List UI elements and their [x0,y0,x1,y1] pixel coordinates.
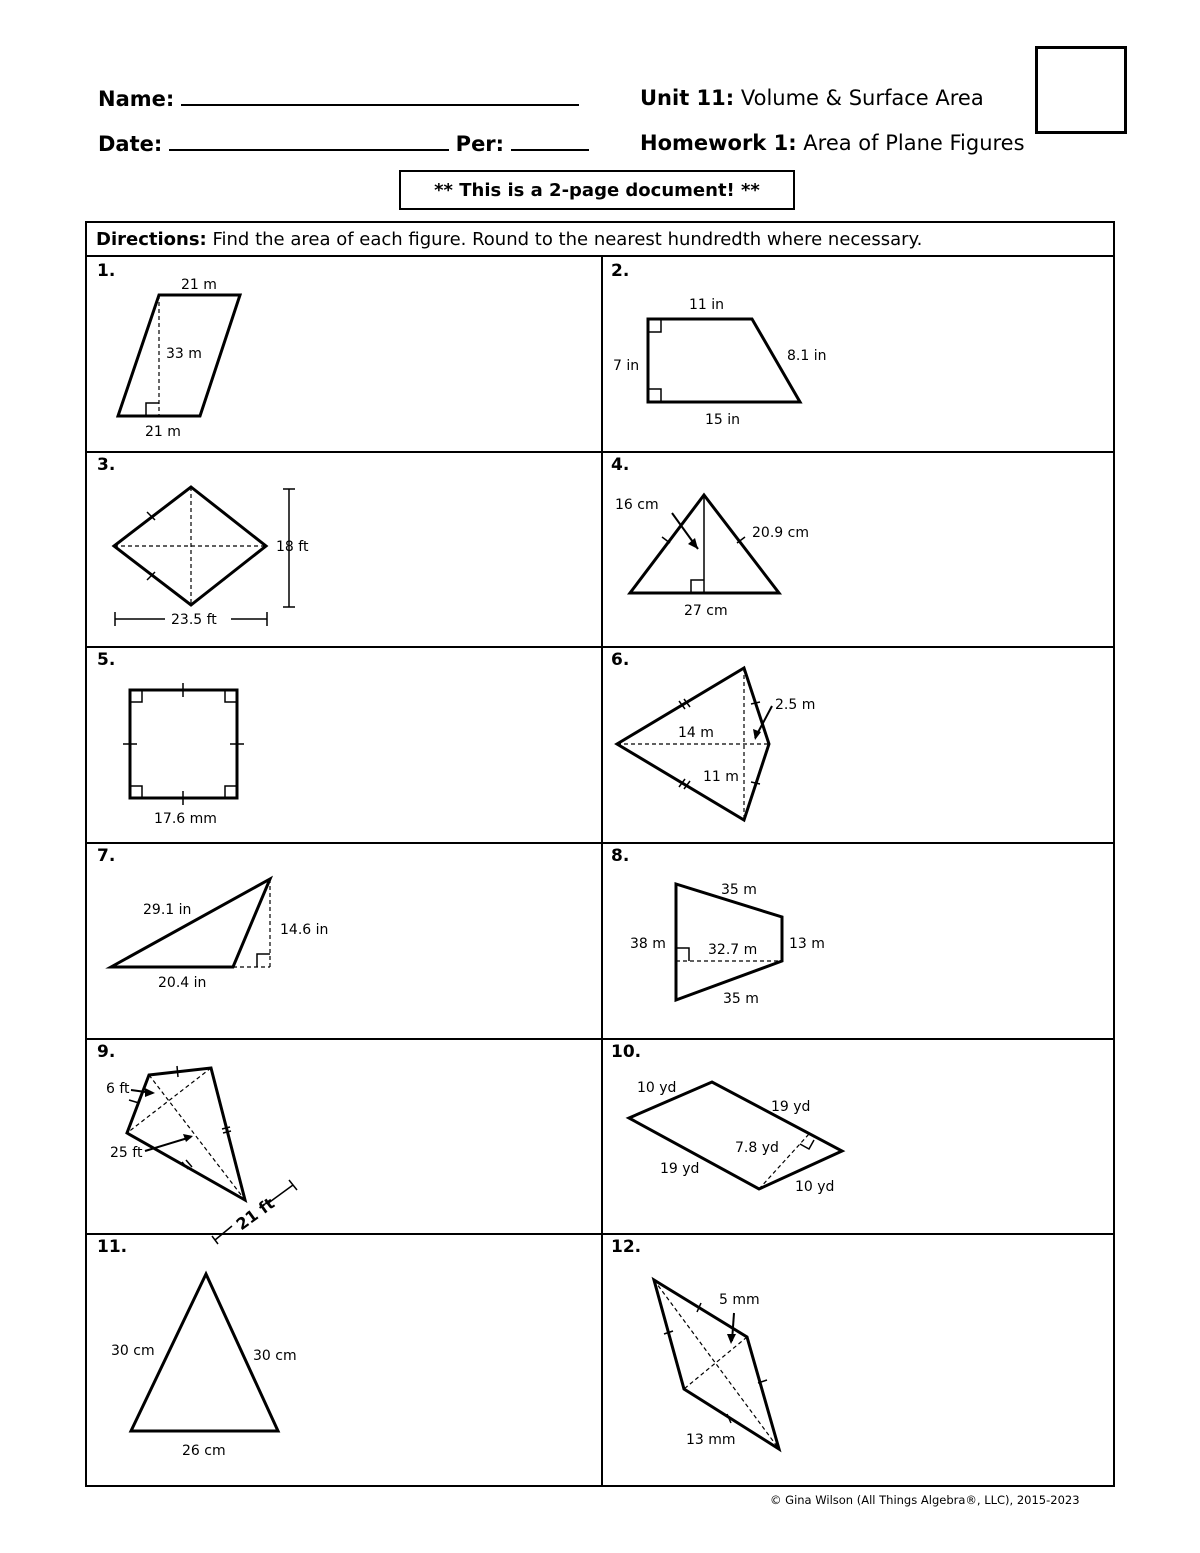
dimension-label: 7.8 yd [735,1140,779,1156]
period-field[interactable] [511,131,589,151]
problem-number: 12. [611,1237,642,1257]
per-label: Per: [455,132,505,156]
tilted-rhombus-figure [601,1233,1115,1487]
dimension-label: 27 cm [684,603,728,619]
grade-box[interactable] [1035,46,1127,134]
dimension-label: 19 yd [771,1099,811,1115]
dimension-label: 10 yd [795,1179,835,1195]
rhombus-figure [87,451,601,646]
problem-3 [87,451,601,646]
problem-9 [87,1038,601,1233]
triangle-figure [601,451,1115,646]
tilted-kite-figure [87,1038,601,1233]
problem-number: 7. [97,846,116,866]
parallelogram-figure [87,257,601,451]
date-field[interactable] [169,131,449,151]
dimension-label: 15 in [705,412,741,428]
name-field[interactable] [181,86,579,106]
problem-number: 6. [611,650,630,670]
dimension-label: 26 cm [182,1443,226,1459]
dimension-label: 30 cm [111,1343,155,1359]
date-row [98,131,589,156]
trapezoid-figure [601,257,1115,451]
homework-row [640,131,1025,155]
problem-number: 1. [97,261,116,281]
problem-8 [601,842,1115,1038]
homework-title: Area of Plane Figures [803,131,1025,155]
dimension-label: 25 ft [110,1145,143,1161]
dimension-label: 5 mm [719,1292,760,1308]
dimension-label: 2.5 m [775,697,816,713]
dimension-label: 33 m [166,346,202,362]
copyright: © Gina Wilson (All Things Algebra®, LLC), 2015-2023 [770,1493,1080,1507]
tilted-parallelogram-figure [601,1038,1115,1233]
dimension-label: 29.1 in [143,902,192,918]
dimension-label: 32.7 m [708,942,758,958]
dimension-label: 11 m [703,769,739,785]
dimension-label: 11 in [689,297,725,313]
problem-number: 5. [97,650,116,670]
two-page-notice: ** This is a 2-page document! ** [399,170,795,210]
problem-number: 11. [97,1237,128,1257]
square-figure [87,646,601,842]
problem-number: 3. [97,455,116,475]
unit-label: Unit 11: [640,86,735,110]
unit-row [640,86,984,110]
dimension-label: 35 m [721,882,757,898]
dimension-label: 35 m [723,991,759,1007]
kite-figure [601,646,1115,842]
homework-label: Homework 1: [640,131,797,155]
dimension-label: 7 in [613,358,640,374]
problem-6 [601,646,1115,842]
dimension-label: 14 m [678,725,714,741]
dimension-label: 20.9 cm [752,525,809,541]
directions [87,223,1113,257]
directions-text: Find the area of each figure. Round to the nearest hundredth where necessary. [212,229,923,250]
problem-number: 10. [611,1042,642,1062]
dimension-label: 19 yd [660,1161,700,1177]
dimension-label: 8.1 in [787,348,827,364]
unit-title: Volume & Surface Area [740,86,984,110]
dimension-label: 38 m [630,936,666,952]
name-label: Name: [98,87,175,111]
dimension-label: 23.5 ft [171,612,217,628]
dimension-label: 21 m [181,277,217,293]
sideways-trapezoid-figure [601,842,1115,1038]
dimension-label: 13 mm [686,1432,736,1448]
problem-7 [87,842,601,1038]
dimension-label: 18 ft [276,539,309,555]
problem-4 [601,451,1115,646]
obtuse-triangle-figure [87,842,601,1038]
isosceles-triangle-figure [87,1233,601,1487]
worksheet-grid [85,221,1115,1487]
dimension-label: 10 yd [637,1080,677,1096]
name-row [98,86,579,111]
problem-number: 8. [611,846,630,866]
problem-2 [601,257,1115,451]
problem-11 [87,1233,601,1487]
dimension-label: 17.6 mm [154,811,217,827]
problem-number: 2. [611,261,630,281]
dimension-label: 21 ft [232,1193,279,1234]
dimension-label: 13 m [789,936,825,952]
dimension-label: 30 cm [253,1348,297,1364]
dimension-label: 14.6 in [280,922,329,938]
dimension-label: 20.4 in [158,975,207,991]
problem-number: 4. [611,455,630,475]
dimension-label: 6 ft [106,1081,130,1097]
directions-label: Directions: [96,229,207,250]
problem-10 [601,1038,1115,1233]
problem-1 [87,257,601,451]
dimension-label: 21 m [145,424,181,440]
problem-12 [601,1233,1115,1487]
problem-number: 9. [97,1042,116,1062]
dimension-label: 16 cm [615,497,659,513]
problem-5 [87,646,601,842]
date-label: Date: [98,132,163,156]
